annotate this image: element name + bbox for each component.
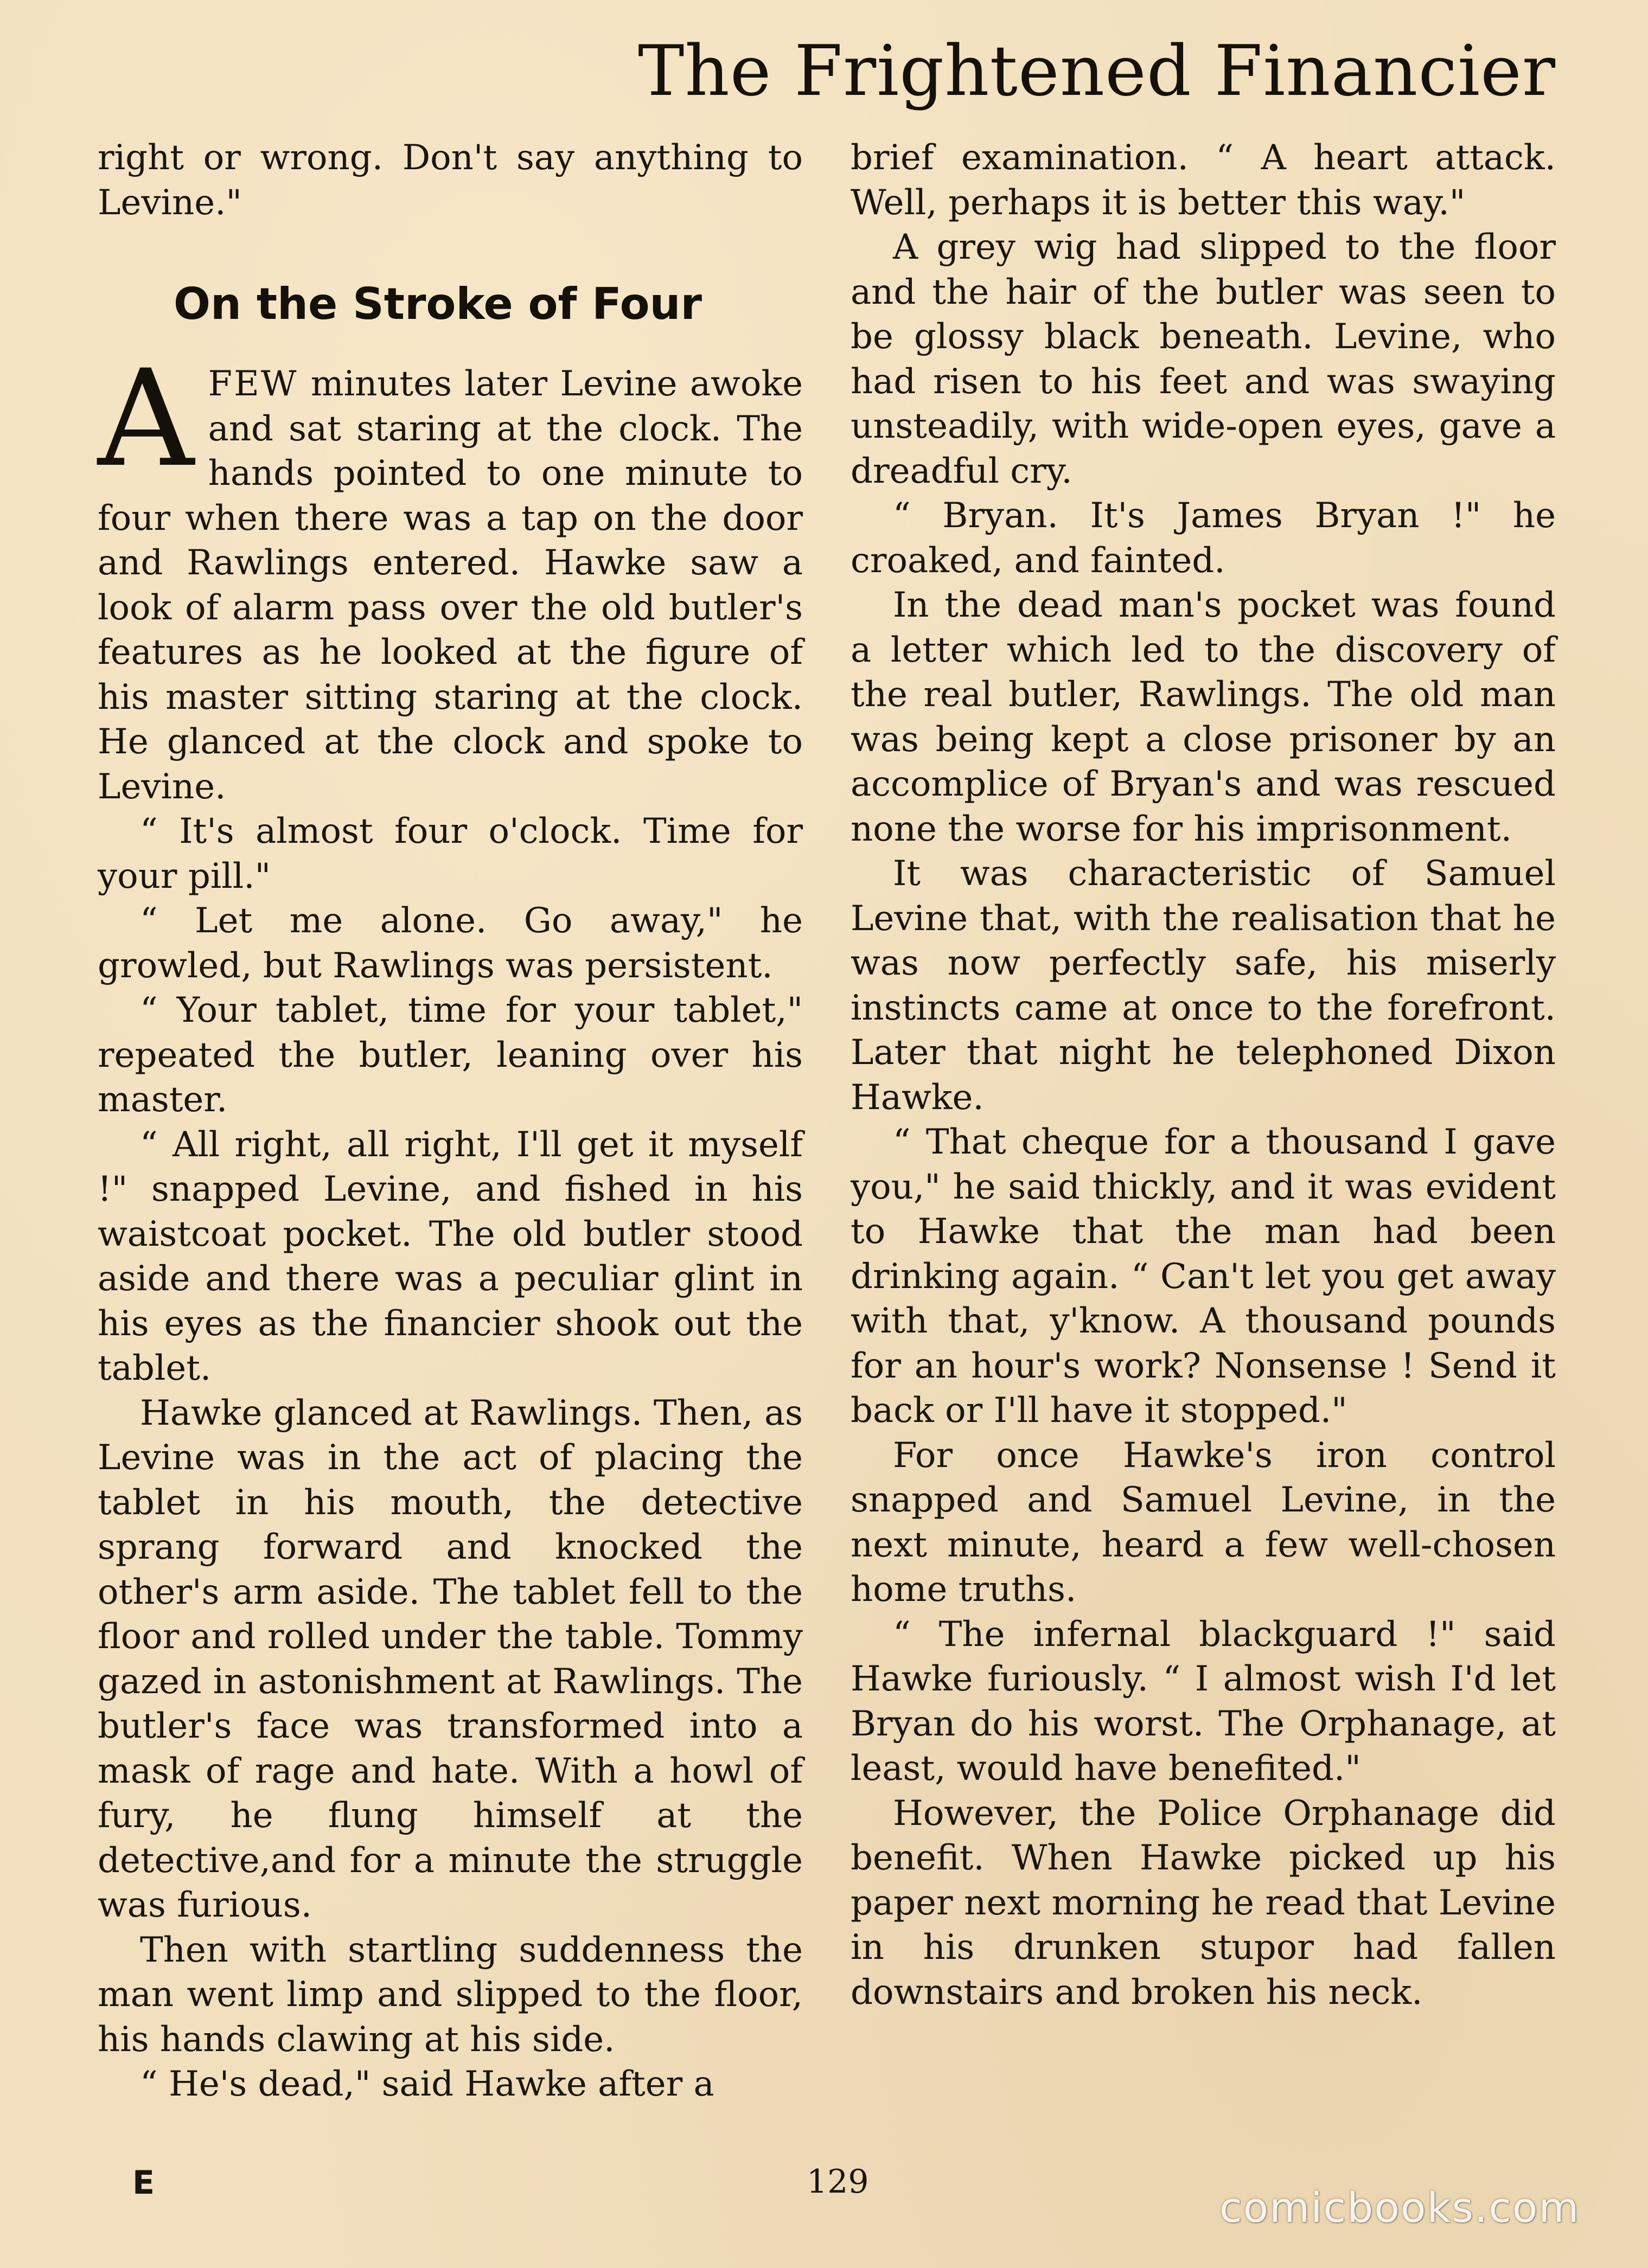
paragraph: “ It's almost four o'clock. Time for your pill." [98, 811, 803, 896]
paragraph: “ The infernal blackguard !" said Hawke furiously. “ I almost wish I'd let Bryan do his worst. The Orphanage, at least, would have benefited." [851, 1614, 1556, 1789]
paragraph: Hawke glanced at Rawlings. Then, as Levine was in the act of placing the tablet in his mouth, the detective sprang forward and knocked the other's arm aside. The tablet fell to the floor and rolled under the table. Tommy gazed in astonishment at Rawlings. The butler's face was transformed into a mask of rage and hate. With a howl of fury, he flung himself at the detective,and for a minute the struggle was furious. [98, 1393, 803, 1925]
paragraph: brief examination. “ A heart attack. Well, perhaps it is better this way." [851, 138, 1556, 223]
paragraph: Then with startling suddenness the man went limp and slipped to the floor, his hands clawing at his side. [98, 1930, 803, 2060]
paragraph: “ All right, all right, I'll get it myself !" snapped Levine, and fished in his waistcoat pocket. The old butler stood aside and there was a peculiar glint in his eyes as the financier shook out the tablet. [98, 1124, 803, 1388]
lead-paragraph-text: minutes later Levine awoke and sat staring at the clock. The hands pointed to one minute to four when there was a tap on the door and Rawlings entered. Hawke saw a look of alarm pass over the old butler's features as he looked at the figure of his master sitting staring at the clock. He glanced at the clock and spoke to Levine. [98, 364, 803, 807]
paragraph: “ Let me alone. Go away," he growled, but Rawlings was persistent. [98, 901, 803, 986]
paragraph: In the dead man's pocket was found a letter which led to the discovery of the real butler, Rawlings. The old man was being kept a close prisoner by an accomplice of Bryan's and was rescued none the worse for his imprisonment. [851, 585, 1556, 849]
lead-word: FEW [208, 364, 298, 404]
paragraph: “ He's dead," said Hawke after a [140, 2064, 714, 2104]
lead-paragraph [98, 342, 803, 809]
paragraph: For once Hawke's iron control snapped and Samuel Levine, in the next minute, heard a few well-chosen home truths. [851, 1435, 1556, 1610]
drop-cap: A [98, 342, 194, 497]
paragraph: A grey wig had slipped to the floor and the hair of the butler was seen to be glossy black beneath. Levine, who had risen to his feet and was swaying unsteadily, with wide-open eyes, gave a dreadful cry. [851, 227, 1556, 491]
running-title: The Frightened Financier [637, 31, 1556, 112]
left-column [98, 136, 803, 2107]
right-column [851, 136, 1556, 2015]
paragraph: However, the Police Orphanage did benefit. When Hawke picked up his paper next morning he read that Levine in his drunken stupor had fallen downstairs and broken his neck. [851, 1793, 1556, 2013]
paragraph: “ That cheque for a thousand I gave you," he said thickly, and it was evident to Hawke that the man had been drinking again. “ Can't let you get away with that, y'know. A thousand pounds for an hour's work? Nonsense ! Send it back or I'll have it stopped." [851, 1122, 1556, 1431]
paragraph: “ Bryan. It's James Bryan !" he croaked, and fainted. [851, 496, 1556, 581]
paragraph: It was characteristic of Samuel Levine that, with the realisation that he was now perfectly safe, his miserly instincts came at once to the forefront. Later that night he telephoned Dixon Hawke. [851, 854, 1556, 1118]
paragraph: “ Your tablet, time for your tablet," repeated the butler, leaning over his master. [98, 990, 803, 1120]
section-heading: On the Stroke of Four [174, 279, 702, 329]
signature-mark: E [132, 2164, 155, 2202]
paragraph: right or wrong. Don't say anything to Levine." [98, 138, 803, 223]
page-number: 129 [807, 2163, 869, 2201]
watermark: comicbooks.com [1219, 2183, 1580, 2232]
